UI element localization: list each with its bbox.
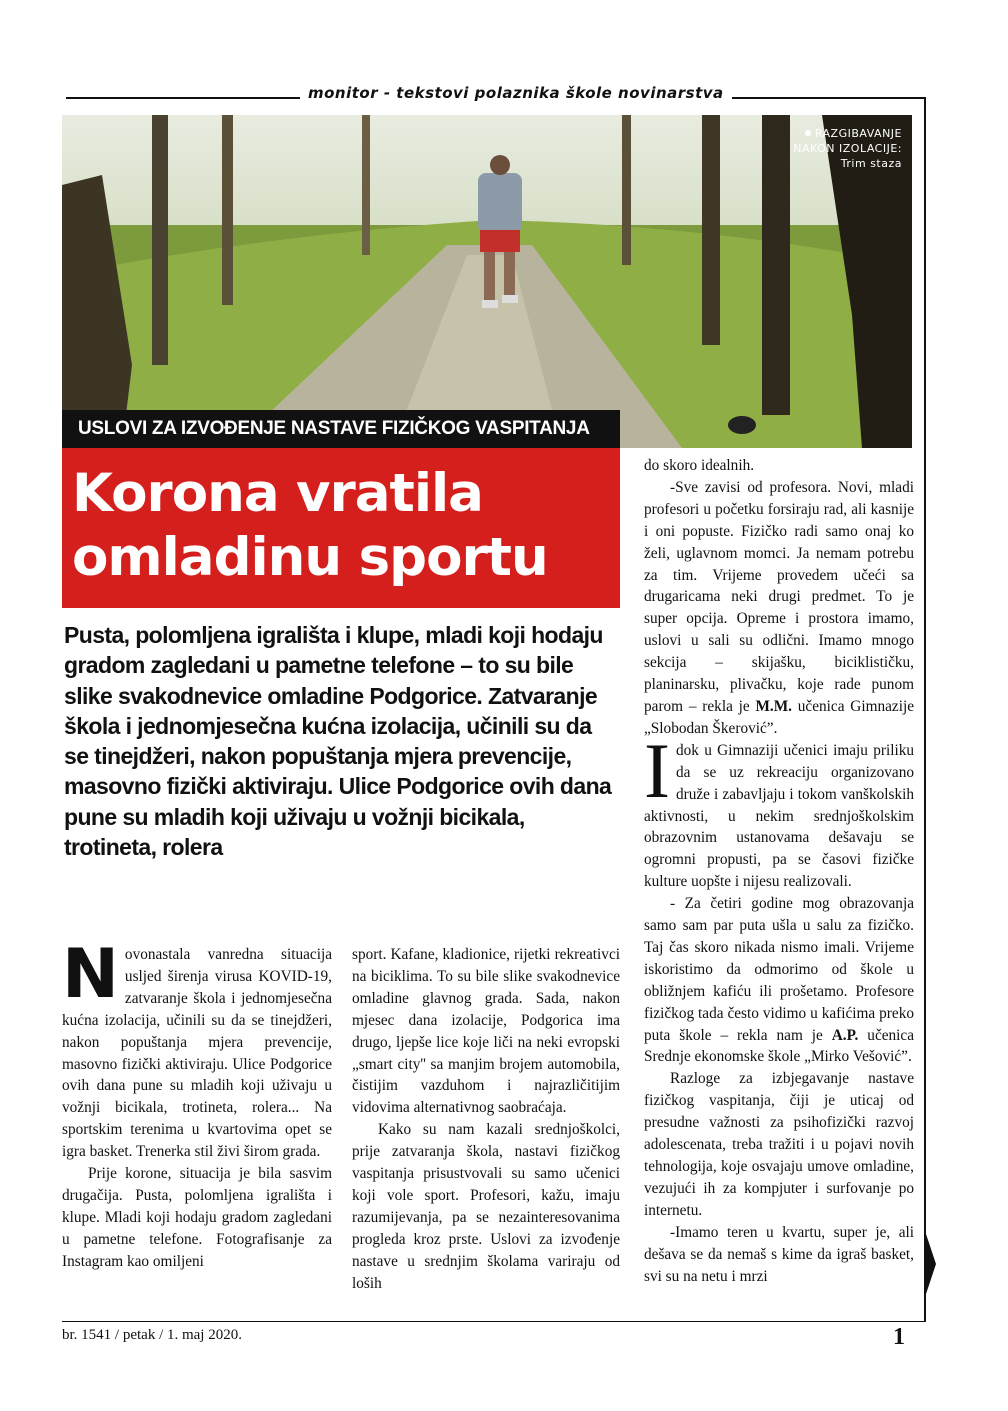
caption-line-1: RAZGIBAVANJE xyxy=(814,127,902,140)
quote-paragraph xyxy=(644,477,914,740)
source-initials: M.M. xyxy=(755,697,792,715)
kicker: USLOVI ZA IZVOĐENJE NASTAVE FIZIČKOG VASPITANJA xyxy=(62,410,620,448)
caption-line-3: Trim staza xyxy=(840,157,902,170)
drop-cap: I xyxy=(644,726,670,814)
paragraph: -Imamo teren u kvartu, super je, ali dešava se da nemaš s kime da igraš basket, svi su na netu i mrzi xyxy=(644,1223,914,1285)
paragraph: dok u Gimnaziji učenici imaju priliku da se uz rekreaciju organizovano druže i zabavljaju i tokom vanškolskih aktivnosti, u nekim srednjoškolskim obrazovnim ustanovama dešavaju se ogromni propusti, pa se časovi fizičke kulture uopšte i nijesu realizovali. xyxy=(644,741,914,891)
caption-line-2: NAKON IZOLACIJE: xyxy=(793,142,902,155)
page-number: 1 xyxy=(893,1324,905,1350)
lead-paragraph: Pusta, polomljena igrališta i klupe, mladi koji hodaju gradom zagledani u pametne telefone – to su bile slike svakodnevice omladine Podgorice. Zatvaranje škola i jednomjesečna kućna izolacija, učinili su da se tinejdžeri, nakon popuštanja mjera prevencije, masovno fizički aktiviraju. Ulice Podgorice ovih dana pune su mladih koji uživaju u vožnji bicikala, trotineta, rolera xyxy=(64,622,612,861)
body-column-1 xyxy=(62,935,332,1273)
drop-cap: N xyxy=(62,935,119,1014)
paragraph: do skoro idealnih. xyxy=(644,457,755,474)
quote-text: - Za četiri godine mog obrazovanja samo sam par puta ušla u salu za fizičko. Taj čas skoro nikada nismo imali. Vrijeme iskoristimo da odmorimo od škole u obližnjem kafiću ili prošetamo. Profesore fizičkog tada često vidimo u kafićima preko puta škole – rekla nam je xyxy=(644,895,914,1044)
paragraph: Razloge za izbjegavanje nastave fizičkog vaspitanja, čiji je uticaj od presudne važnosti za psihofizički razvoj adolescenata, treba tražiti i u pojavi novih tehnologija, koje osvajaju umove omladine, vezujući ih za kompjuter i surfovanje po internetu. xyxy=(644,1070,914,1219)
quote-text: učenica Gimnazije „Slobodan Škerović”. xyxy=(644,697,914,737)
paragraph: Kako su nam kazali srednjoškolci, prije zatvaranja škola, nastavi fizičkog vaspitanja prisustvovali su samo učenici koji vole sport. Profesori, kažu, imaju razumijevanja, pa se nezainteresovanima progleda kroz prste. Uslovi za izvođenje nastave u srednjim školama variraju od loših xyxy=(352,1121,620,1292)
quote-paragraph xyxy=(644,893,914,1068)
quote-text: -Sve zavisi od profesora. Novi, mladi profesori u početku forsiraju rad, ali kasnije i oni popuste. Fizičko radi samo onaj ko želi, uglavnom momci. Ja nemam potrebu za tim. Vrijeme provedem učeći sa drugaricama neki drugi predmet. To je super opcija. Opreme i prostora imamo, uslovi u sali su odlični. Imamo mnogo sekcija – skijašku, biciklističku, planinarsku, plivačku, koje rade punom parom – rekla je xyxy=(644,478,914,715)
right-column-rule xyxy=(924,97,926,1322)
body-column-2 xyxy=(352,944,620,1295)
quote-text: učenica Srednje ekonomske škole „Mirko Vešović”. xyxy=(644,1026,914,1066)
hero-photo xyxy=(62,115,912,448)
continue-arrow-icon xyxy=(926,1234,936,1294)
bullet-icon xyxy=(805,130,811,136)
source-initials: A.P. xyxy=(831,1026,859,1044)
headline-line-1: Korona vratila xyxy=(72,463,483,524)
title-box xyxy=(62,448,620,608)
issue-info: br. 1541 / petak / 1. maj 2020. xyxy=(62,1327,242,1343)
photo-caption xyxy=(793,126,902,171)
paragraph: sport. Kafane, kladionice, rijetki rekreativci na biciklima. To su bile slike svakodnevice omladine glavnog grada. Sada, nakon mjesec dana izolacije, Podgorica ima drugo, ljepše lice koje liči na neki evropski „smart city'' sa manjim brojem automobila, čistijim vazduhom i najrazličitijim vidovima alternativnog saobraćaja. xyxy=(352,946,620,1117)
paragraph: ovonastala vanredna situacija usljed širenja virusa KOVID-19, zatvaranje škola i jednomjesečna kućna izolacija, učinili su da se tinejdžeri, nakon popuštanja mjera prevencije, masovno fizički aktiviraju. Ulice Podgorice ovih dana pune su mladih koji uživaju u vožnji bicikala, trotineta, rolera... Na sportskim terenima u kvartovima opet se igra basket. Trenerka stil živi širom grada. xyxy=(62,946,332,1161)
running-header: monitor - tekstovi polaznika škole novinarstva xyxy=(300,84,732,102)
footer-rule xyxy=(62,1321,926,1322)
body-column-3 xyxy=(644,455,914,1287)
paragraph: Prije korone, situacija je bila sasvim drugačija. Pusta, polomljena igrališta i klupe. Mladi koji hodaju gradom zagledani u pametne telefone. Fotografisanje za Instagram kao omiljeni xyxy=(62,1165,332,1270)
headline-line-2: omladinu sportu xyxy=(72,527,548,588)
